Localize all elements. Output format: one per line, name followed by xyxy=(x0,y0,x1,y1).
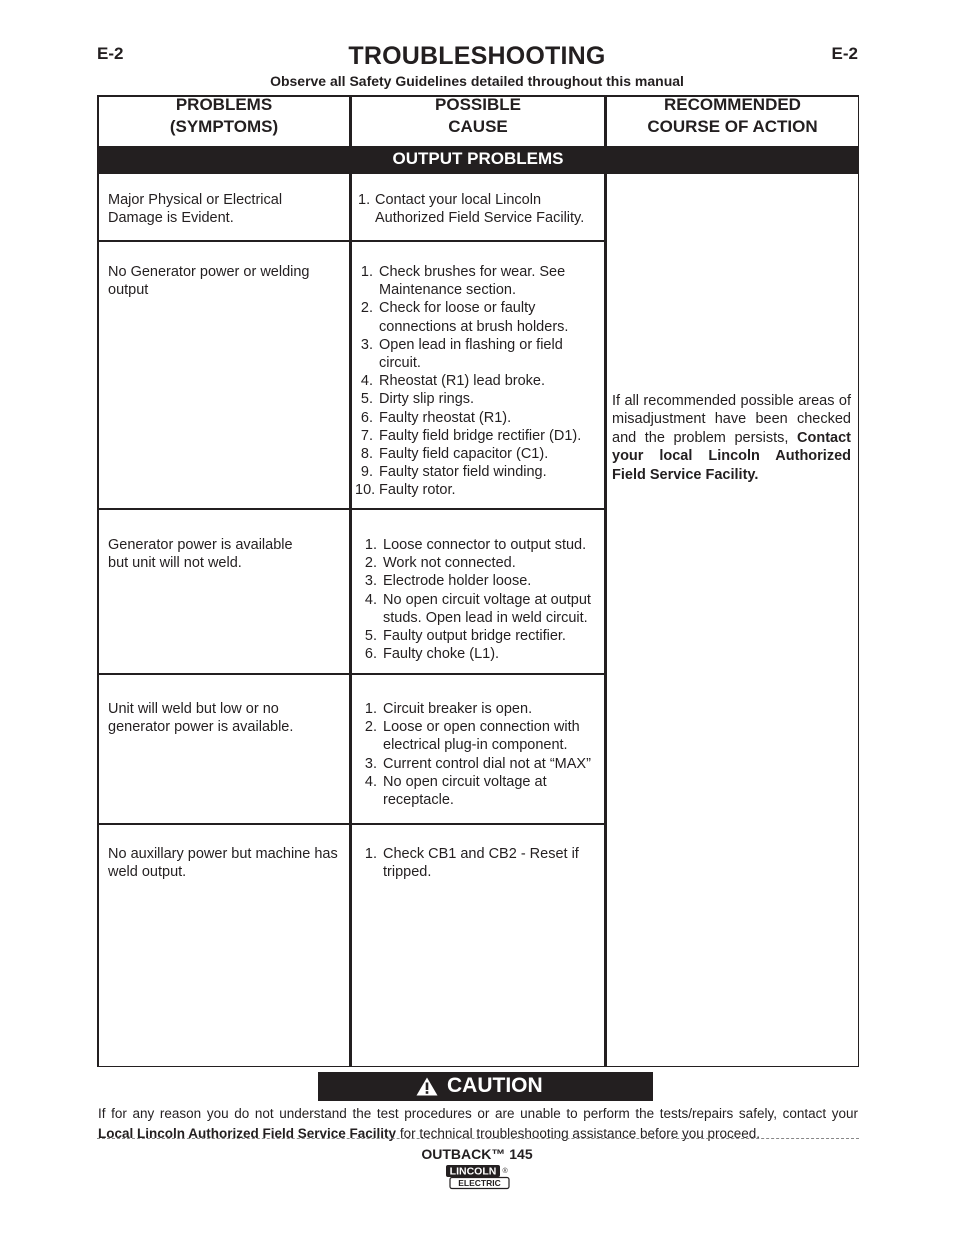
cause-item: 7. Faulty field bridge rectifier (D1). xyxy=(360,427,582,444)
cause-item: 4. No open circuit voltage at receptacle. xyxy=(364,773,547,809)
svg-text:ELECTRIC: ELECTRIC xyxy=(458,1178,501,1188)
cause-item: 3. Electrode holder loose. xyxy=(364,573,532,590)
cause-item: 4. No open circuit voltage at output studs. Open lead in weld circuit. xyxy=(364,591,591,626)
cause-item: 1. Check brushes for wear. See Maintenance section. xyxy=(360,264,566,299)
page-title: TROUBLESHOOTING xyxy=(348,42,606,70)
symptom-1: Major Physical or Electrical Damage is Evident. xyxy=(108,192,283,227)
cause-item: 3. Current control dial not at “MAX” xyxy=(364,755,591,772)
symptom-3: Generator power is available but unit will not weld. xyxy=(108,537,293,572)
cause-item: 1. Contact your local Lincoln Authorized Field Service Facility. xyxy=(358,192,585,227)
page-code-left: E-2 xyxy=(97,44,124,63)
cause-list-5 xyxy=(359,845,605,881)
cause-item: 9. Faulty stator field winding. xyxy=(360,464,547,481)
column-header-action: RECOMMENDED COURSE OF ACTION xyxy=(647,95,818,136)
cause-list-4 xyxy=(359,700,605,809)
recommended-action: If all recommended possible areas of misadjustment have been checked and the problem persists, Contact your local Lincoln Authorized Field Service Facility. xyxy=(612,393,851,483)
cause-list-3 xyxy=(359,536,605,663)
cause-item: 1. Loose connector to output stud. xyxy=(364,537,587,553)
caution-banner xyxy=(318,1072,653,1101)
safety-note: Observe all Safety Guidelines detailed throughout this manual xyxy=(270,73,684,89)
section-title: OUTPUT PROBLEMS xyxy=(392,149,564,168)
cause-item: 5. Faulty output bridge rectifier. xyxy=(364,628,566,645)
lincoln-electric-logo xyxy=(445,1164,511,1190)
symptom-5: No auxillary power but machine has weld output. xyxy=(108,846,338,881)
page-code-right: E-2 xyxy=(831,44,858,63)
model-name: OUTBACK™ 145 xyxy=(421,1146,533,1162)
cause-item: 2. Loose or open connection with electrical plug-in component. xyxy=(364,719,580,754)
column-header-cause: POSSIBLE CAUSE xyxy=(435,95,521,136)
cause-item: 5. Dirty slip rings. xyxy=(360,391,475,408)
cause-item: 1. Circuit breaker is open. xyxy=(364,701,533,717)
caution-text: If for any reason you do not understand the test procedures or are unable to perform the tests/repairs safely, contact your Local Lincoln Authorized Field Service Facility for technical troubleshooting assistance before you proceed. xyxy=(98,1106,858,1141)
warning-icon xyxy=(416,1077,438,1096)
divider xyxy=(97,1138,859,1139)
cause-item: 8. Faulty field capacitor (C1). xyxy=(360,446,549,463)
cause-item: 6. Faulty choke (L1). xyxy=(364,646,500,663)
svg-text:LINCOLN: LINCOLN xyxy=(449,1165,497,1178)
svg-text:®: ® xyxy=(502,1168,508,1175)
cause-item: 3. Open lead in flashing or field circuit. xyxy=(360,336,563,372)
cause-item: 4. Rheostat (R1) lead broke. xyxy=(360,373,546,390)
symptom-2: No Generator power or welding output xyxy=(108,264,310,299)
cause-list-1 xyxy=(358,191,602,227)
cause-item: 6. Faulty rheostat (R1). xyxy=(360,409,512,426)
cause-item: 2. Work not connected. xyxy=(364,555,516,572)
caution-label: CAUTION xyxy=(447,1074,543,1097)
symptom-4: Unit will weld but low or no generator power is available. xyxy=(108,701,294,736)
column-header-problems: PROBLEMS (SYMPTOMS) xyxy=(169,95,279,136)
cause-item: 2. Check for loose or faulty connections at brush holders. xyxy=(360,300,569,335)
cause-item: 10. Faulty rotor. xyxy=(355,482,456,499)
cause-item: 1. Check CB1 and CB2 - Reset if tripped. xyxy=(364,846,579,881)
cause-list-2 xyxy=(355,263,603,500)
